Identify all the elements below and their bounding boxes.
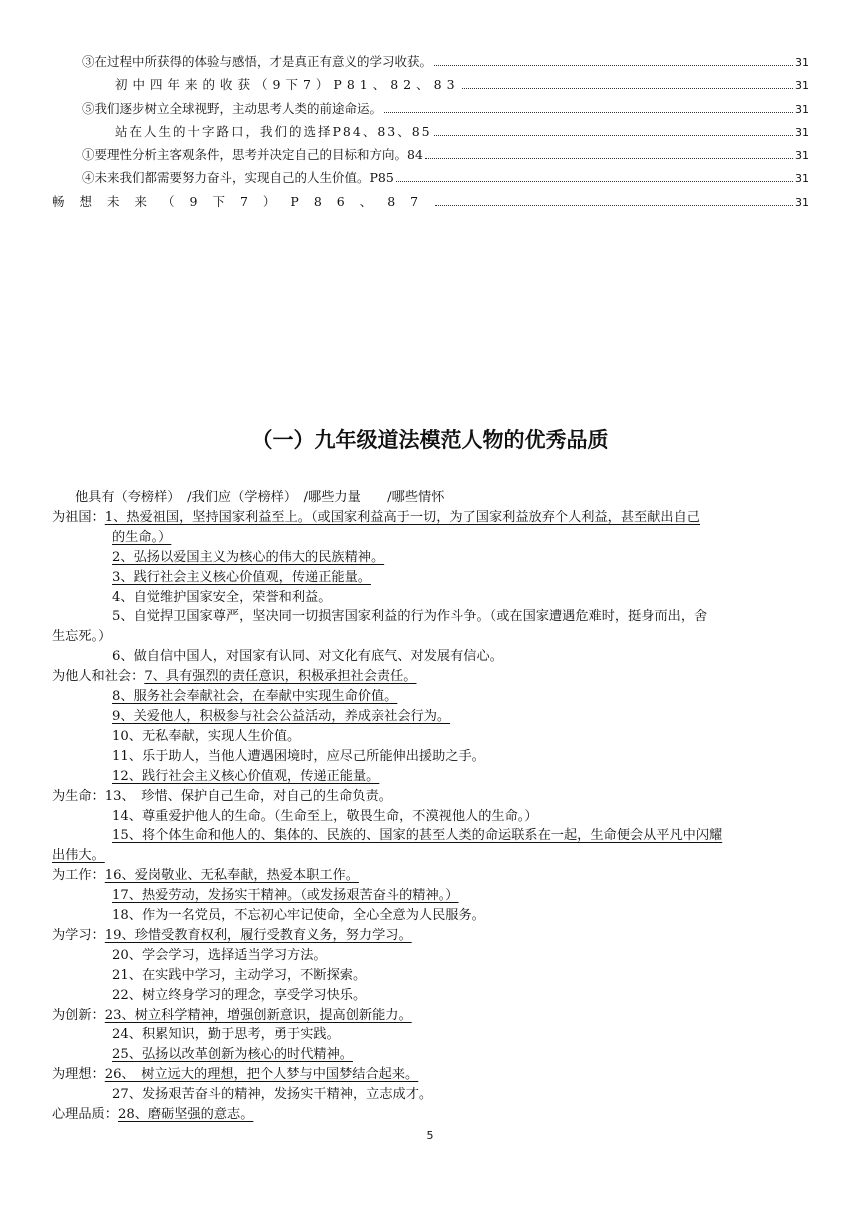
quality-text: 3、践行社会主义核心价值观，传递正能量。 bbox=[112, 569, 371, 585]
quality-line bbox=[52, 707, 812, 727]
quality-text: 17、热爱劳动，发扬实干精神。（或发扬艰苦奋斗的精神。） bbox=[112, 888, 459, 904]
category-label: 为工作： bbox=[52, 868, 105, 884]
quality-line bbox=[52, 966, 812, 986]
quality-list bbox=[52, 508, 812, 1125]
quality-line bbox=[52, 588, 812, 608]
toc-leader bbox=[434, 126, 793, 136]
quality-line bbox=[52, 846, 812, 866]
quality-line bbox=[52, 1006, 812, 1026]
quality-line bbox=[52, 866, 812, 886]
quality-line bbox=[52, 886, 812, 906]
quality-line bbox=[52, 1085, 812, 1105]
quality-text: 15、将个体生命和他人的、集体的、民族的、国家的甚至人类的命运联系在一起，生命便会从平凡中闪耀 bbox=[112, 828, 723, 844]
toc-leader bbox=[425, 149, 793, 159]
quality-line bbox=[52, 667, 812, 687]
quality-text: 5、自觉捍卫国家尊严，坚决同一切损害国家利益的行为作斗争。（或在国家遭遇危难时，挺身而出，舍 bbox=[112, 609, 708, 625]
quality-text: 10、无私奉献，实现人生价值。 bbox=[112, 728, 301, 744]
quality-line bbox=[52, 826, 812, 846]
quality-line bbox=[52, 747, 812, 767]
quality-text: 生忘死。） bbox=[52, 629, 112, 645]
quality-line bbox=[52, 807, 812, 827]
quality-text: 16、爱岗敬业、无私奉献，热爱本职工作。 bbox=[104, 868, 359, 884]
quality-text: 的生命。） bbox=[112, 529, 172, 545]
quality-text: 11、乐于助人，当他人遭遇困境时，应尽己所能伸出援助之手。 bbox=[112, 748, 485, 764]
quality-line bbox=[52, 508, 812, 528]
quality-line bbox=[52, 1105, 812, 1125]
toc-entry[interactable]: 初中四年来的收获（9下7）P81、82、83 31 bbox=[115, 77, 809, 93]
quality-line bbox=[52, 906, 812, 926]
quality-line bbox=[52, 568, 812, 588]
toc-leader bbox=[435, 196, 793, 206]
quality-text: 27、发扬艰苦奋斗的精神，发扬实干精神，立志成才。 bbox=[112, 1087, 433, 1103]
toc-leader bbox=[462, 79, 793, 89]
quality-line bbox=[52, 767, 812, 787]
toc-entry[interactable]: ①要理性分析主客观条件，思考并决定自己的目标和方向。84 31 bbox=[82, 147, 809, 163]
quality-text: 19、珍惜受教育权利，履行受教育义务，努力学习。 bbox=[104, 927, 412, 943]
quality-text: 9、关爱他人，积极参与社会公益活动，养成亲社会行为。 bbox=[112, 708, 451, 724]
quality-text: 23、树立科学精神，增强创新意识，提高创新能力。 bbox=[104, 1007, 412, 1023]
quality-text: 14、尊重爱护他人的生命。（生命至上，敬畏生命，不漠视他人的生命。） bbox=[112, 808, 538, 824]
quality-text: 8、服务社会奉献社会，在奉献中实现生命价值。 bbox=[112, 689, 398, 705]
quality-line bbox=[52, 1045, 812, 1065]
document-body bbox=[52, 488, 812, 1125]
quality-text: 13、 珍惜、保护自己生命，对自己的生命负责。 bbox=[104, 788, 392, 804]
toc-entry[interactable]: ④未来我们都需要努力奋斗，实现自己的人生价值。P85 31 bbox=[82, 170, 809, 186]
quality-line bbox=[52, 986, 812, 1006]
quality-line bbox=[52, 727, 812, 747]
page-number: 5 bbox=[426, 1129, 434, 1142]
quality-text: 12、践行社会主义核心价值观，传递正能量。 bbox=[112, 768, 380, 784]
quality-text: 出伟大。 bbox=[52, 848, 105, 864]
quality-line bbox=[52, 946, 812, 966]
quality-text: 2、弘扬以爱国主义为核心的伟大的民族精神。 bbox=[112, 549, 385, 565]
quality-text: 24、积累知识，勤于思考，勇于实践。 bbox=[112, 1027, 340, 1043]
quality-text: 4、自觉维护国家安全，荣誉和利益。 bbox=[112, 589, 332, 605]
quality-text: 18、作为一名党员，不忘初心牢记使命，全心全意为人民服务。 bbox=[112, 908, 485, 924]
quality-text: 1、热爱祖国，坚持国家利益至上。（或国家利益高于一切，为了国家利益放弃个人利益，甚至献出自己 bbox=[104, 509, 700, 525]
category-label: 心理品质： bbox=[52, 1107, 118, 1123]
table-of-contents bbox=[52, 52, 809, 215]
section-title: （一）九年级道法模范人物的优秀品质 bbox=[251, 428, 609, 452]
toc-entry[interactable]: ⑤我们逐步树立全球视野，主动思考人类的前途命运。 31 bbox=[82, 100, 809, 116]
quality-text: 28、磨砺坚强的意志。 bbox=[117, 1107, 254, 1123]
toc-leader bbox=[396, 172, 793, 182]
quality-line bbox=[52, 1025, 812, 1045]
toc-entry[interactable]: ③在过程中所获得的体验与感悟，才是真正有意义的学习收获。 31 bbox=[82, 54, 809, 69]
quality-line bbox=[52, 1065, 812, 1085]
category-label: 为创新： bbox=[52, 1007, 105, 1023]
quality-line bbox=[52, 687, 812, 707]
quality-line bbox=[52, 548, 812, 568]
quality-line bbox=[52, 926, 812, 946]
category-label: 为学习： bbox=[52, 927, 105, 943]
quality-text: 25、弘扬以改革创新为核心的时代精神。 bbox=[112, 1047, 353, 1063]
quality-text: 21、在实践中学习，主动学习，不断探索。 bbox=[112, 967, 367, 983]
quality-text: 20、学会学习，选择适当学习方法。 bbox=[112, 947, 327, 963]
quality-line bbox=[52, 627, 812, 647]
quality-text: 26、 树立远大的理想，把个人梦与中国梦结合起来。 bbox=[104, 1067, 419, 1083]
toc-entry[interactable]: 站在人生的十字路口，我们的选择P84、83、85 31 bbox=[115, 123, 809, 139]
toc-leader bbox=[434, 56, 793, 66]
category-label: 为他人和社会： bbox=[52, 669, 145, 685]
category-label: 为生命： bbox=[52, 788, 105, 804]
column-header: 他具有（夸榜样） /我们应（学榜样） /哪些力量 /哪些情怀 bbox=[75, 490, 445, 505]
category-label: 为理想： bbox=[52, 1067, 105, 1083]
quality-text: 7、具有强烈的责任意识，积极承担社会责任。 bbox=[144, 669, 417, 685]
quality-line bbox=[52, 647, 812, 667]
quality-text: 6、做自信中国人，对国家有认同、对文化有底气、对发展有信心。 bbox=[112, 649, 503, 665]
quality-text: 22、树立终身学习的理念，享受学习快乐。 bbox=[112, 987, 367, 1003]
quality-line bbox=[52, 607, 812, 627]
quality-line bbox=[52, 528, 812, 548]
toc-entry[interactable]: 畅想未来（9下7）P86、87 31 bbox=[52, 193, 809, 209]
quality-line bbox=[52, 787, 812, 807]
toc-leader bbox=[384, 103, 793, 113]
category-label: 为祖国： bbox=[52, 509, 105, 525]
